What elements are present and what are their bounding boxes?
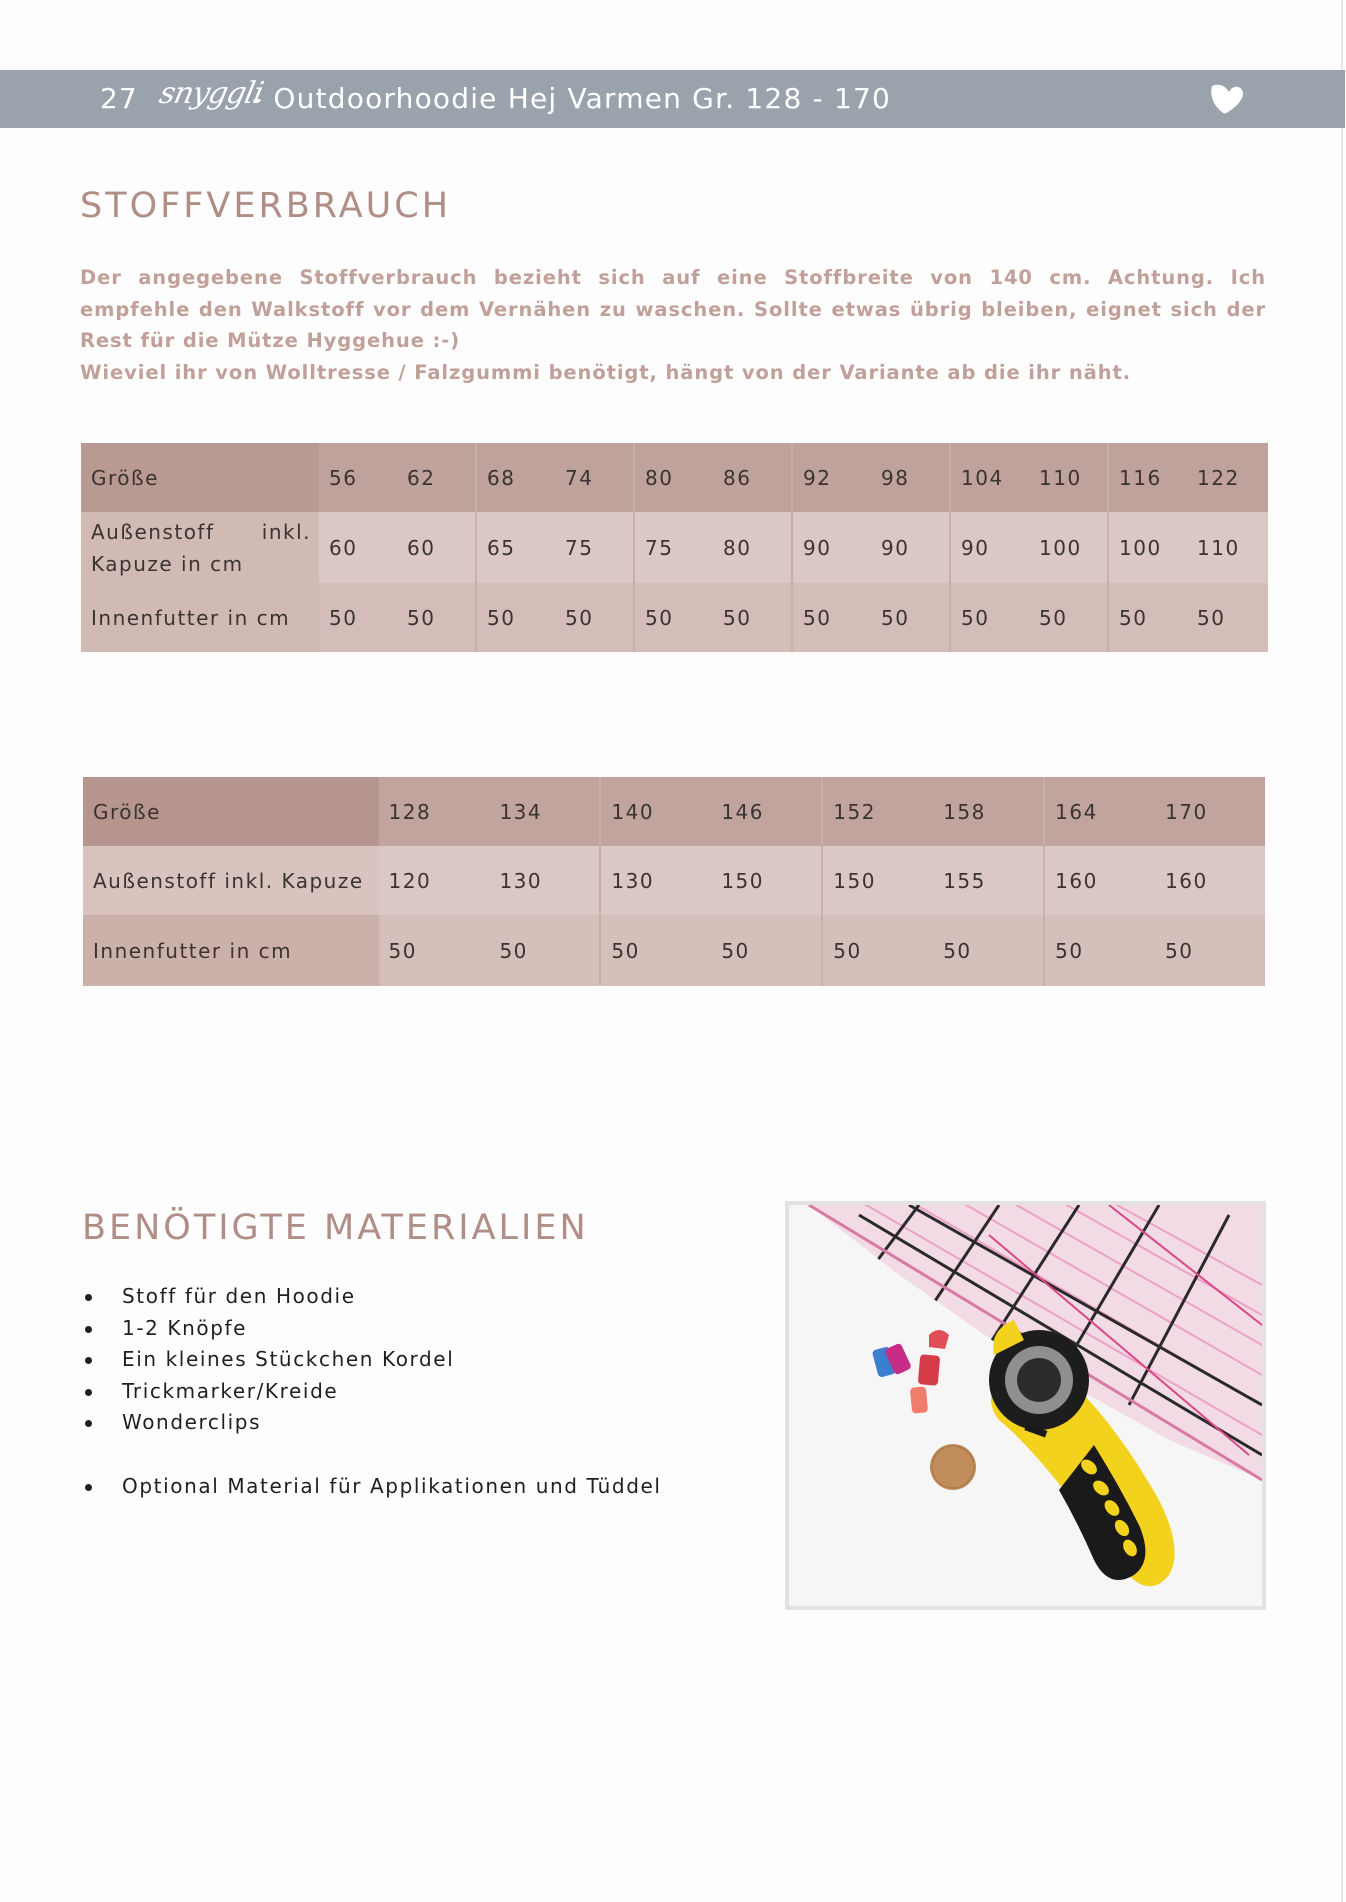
table-cell: 65 (476, 512, 555, 583)
table-cell: 50 (634, 583, 713, 652)
row-label-outer-c: Kapuze in cm (91, 551, 244, 576)
table-cell: 150 (822, 846, 933, 915)
row-label-inner-lining: Innenfutter in cm (83, 915, 379, 986)
table-cell: 50 (397, 583, 476, 652)
list-item: Stoff für den Hoodie (82, 1284, 662, 1316)
table-cell: 146 (711, 777, 822, 846)
section-heading-materials: BENÖTIGTE MATERIALIEN (82, 1208, 589, 1248)
button-circle (930, 1444, 976, 1490)
table-cell: 80 (634, 443, 713, 512)
list-item: 1-2 Knöpfe (82, 1316, 662, 1348)
table-cell: 50 (489, 915, 600, 986)
table-cell: 50 (1029, 583, 1108, 652)
page-edge (1341, 0, 1343, 1902)
table-row-size (81, 443, 1268, 512)
table-cell: 75 (555, 512, 634, 583)
table-cell: 60 (319, 512, 397, 583)
table-cell: 90 (950, 512, 1029, 583)
table-cell: 50 (822, 915, 933, 986)
table-cell: 100 (1108, 512, 1187, 583)
table-cell: 122 (1187, 443, 1268, 512)
list-item: Optional Material für Applikationen und Tüddel (82, 1474, 662, 1506)
fabric-table-small-sizes (81, 443, 1268, 652)
fabric-table-large-sizes (83, 777, 1265, 986)
table-cell: 128 (379, 777, 490, 846)
brand-logo: snyggli (156, 76, 266, 111)
row-label-size: Größe (83, 777, 379, 846)
table-row-outer-fabric (81, 512, 1268, 583)
list-item: Wonderclips (82, 1410, 662, 1442)
table-cell: 75 (634, 512, 713, 583)
table-cell: 68 (476, 443, 555, 512)
intro-text (80, 262, 1266, 388)
table-cell: 50 (319, 583, 397, 652)
row-label-outer-fabric (81, 512, 319, 583)
row-label-outer-fabric: Außenstoff inkl. Kapuze (83, 846, 379, 915)
table-cell: 134 (489, 777, 600, 846)
table-cell: 98 (871, 443, 950, 512)
sewing-tools-illustration (789, 1205, 1262, 1606)
row-label-outer-b: inkl. (261, 519, 311, 544)
table-cell: 90 (871, 512, 950, 583)
table-cell: 60 (397, 512, 476, 583)
page-number: 27 (100, 82, 138, 115)
table-row-inner-lining (83, 915, 1265, 986)
table-cell: 160 (1155, 846, 1265, 915)
list-item: Trickmarker/Kreide (82, 1379, 662, 1411)
section-heading-stoffverbrauch: STOFFVERBRAUCH (80, 186, 452, 226)
table-cell: 158 (933, 777, 1044, 846)
table-cell: 110 (1029, 443, 1108, 512)
table-cell: 50 (950, 583, 1029, 652)
table-cell: 80 (713, 512, 792, 583)
table-cell: 116 (1108, 443, 1187, 512)
materials-photo (785, 1201, 1266, 1610)
table-cell: 140 (600, 777, 711, 846)
materials-list (82, 1284, 662, 1506)
table-cell: 50 (933, 915, 1044, 986)
table-cell: 50 (555, 583, 634, 652)
table-cell: 50 (713, 583, 792, 652)
row-label-outer-a: Außenstoff (91, 519, 215, 544)
table-cell: 104 (950, 443, 1029, 512)
table-row-outer-fabric (83, 846, 1265, 915)
table-cell: 155 (933, 846, 1044, 915)
list-item: Ein kleines Stückchen Kordel (82, 1347, 662, 1379)
table-cell: 120 (379, 846, 490, 915)
table-cell: 152 (822, 777, 933, 846)
table-cell: 50 (379, 915, 490, 986)
table-cell: 50 (1187, 583, 1268, 652)
table-cell: 50 (792, 583, 871, 652)
table-cell: 100 (1029, 512, 1108, 583)
row-label-size: Größe (81, 443, 319, 512)
header-bar (0, 70, 1345, 128)
table-row-inner-lining (81, 583, 1268, 652)
table-cell: 50 (1044, 915, 1155, 986)
table-cell: 50 (711, 915, 822, 986)
row-label-inner-lining: Innenfutter in cm (81, 583, 319, 652)
table-cell: 170 (1155, 777, 1265, 846)
intro-paragraph-2: Wieviel ihr von Wolltresse / Falzgummi benötigt, hängt von der Variante ab die ihr näht. (80, 360, 1132, 384)
table-cell: 86 (713, 443, 792, 512)
heart-icon (1208, 82, 1246, 116)
document-title: - Outdoorhoodie Hej Varmen Gr. 128 - 170 (252, 82, 892, 115)
table-cell: 130 (600, 846, 711, 915)
table-cell: 62 (397, 443, 476, 512)
table-cell: 150 (711, 846, 822, 915)
table-cell: 50 (871, 583, 950, 652)
table-row-size (83, 777, 1265, 846)
table-cell: 92 (792, 443, 871, 512)
intro-paragraph-1: Der angegebene Stoffverbrauch bezieht sich auf eine Stoffbreite von 140 cm. Achtung. Ich empfehle den Walkstoff vor dem Vernähen zu waschen. Sollte etwas übrig bleiben, eignet sich der Rest für die Mütze Hyggehue :-) (80, 266, 1266, 352)
table-cell: 164 (1044, 777, 1155, 846)
table-cell: 74 (555, 443, 634, 512)
table-cell: 50 (1155, 915, 1265, 986)
table-cell: 90 (792, 512, 871, 583)
table-cell: 110 (1187, 512, 1268, 583)
table-cell: 56 (319, 443, 397, 512)
table-cell: 50 (600, 915, 711, 986)
table-cell: 50 (476, 583, 555, 652)
table-cell: 160 (1044, 846, 1155, 915)
table-cell: 50 (1108, 583, 1187, 652)
table-cell: 130 (489, 846, 600, 915)
